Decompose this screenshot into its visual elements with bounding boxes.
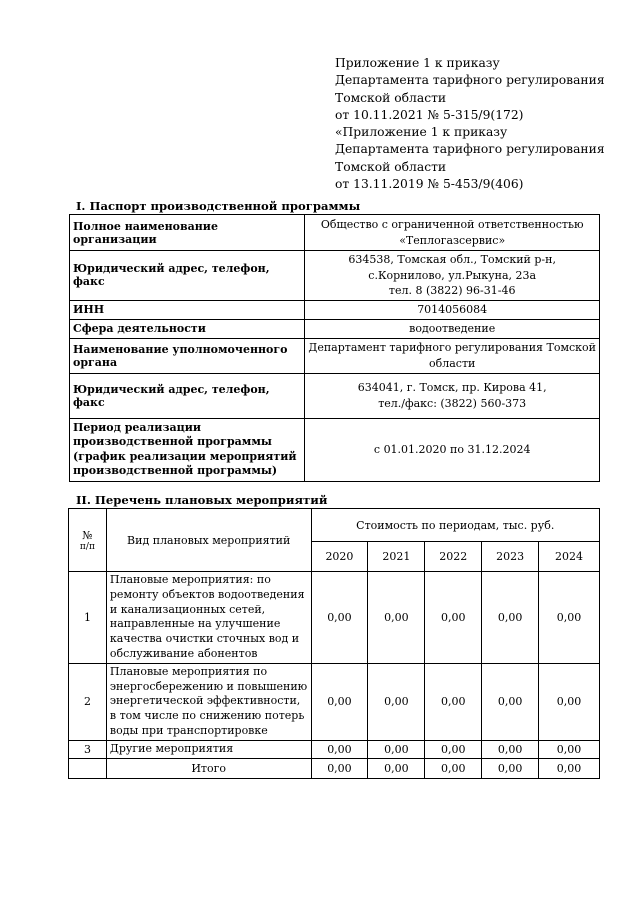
header-year: 2023 — [482, 542, 539, 572]
value-line: «Теплогазсервис» — [399, 233, 506, 247]
appendix-header — [335, 55, 635, 193]
header-row — [69, 509, 600, 542]
row-num: 1 — [69, 572, 107, 664]
row-value: 0,00 — [311, 740, 368, 758]
total-label: Итого — [106, 758, 311, 778]
plan-table — [68, 508, 600, 779]
row-value: 0,00 — [539, 572, 600, 664]
row-value: 0,00 — [425, 572, 482, 664]
table-row — [70, 215, 600, 251]
value-line: Общество с ограниченной ответственностью — [320, 218, 584, 231]
table-row — [69, 663, 600, 740]
header-num — [69, 509, 107, 572]
value-line: тел. 8 (3822) 96-31-46 — [388, 284, 516, 297]
value-line: 634041, г. Томск, пр. Кирова 41, — [357, 381, 547, 394]
section-2-title: II. Перечень плановых мероприятий — [76, 493, 328, 507]
total-value: 0,00 — [482, 758, 539, 778]
appendix-line: «Приложение 1 к приказу — [335, 125, 508, 140]
row-value — [305, 300, 600, 319]
row-activity: Другие мероприятия — [106, 740, 311, 758]
row-value: 0,00 — [482, 663, 539, 740]
row-label: Юридический адрес, телефон, факс — [70, 251, 305, 301]
header-num-symbol: № — [82, 528, 93, 542]
row-value: 0,00 — [482, 572, 539, 664]
passport-table — [69, 214, 600, 482]
row-num: 3 — [69, 740, 107, 758]
table-row — [70, 251, 600, 301]
row-value — [305, 319, 600, 338]
row-label: ИНН — [70, 300, 305, 319]
table-row — [70, 300, 600, 319]
row-value — [305, 251, 600, 301]
header-cost: Стоимость по периодам, тыс. руб. — [311, 509, 600, 542]
value-line: области — [429, 356, 476, 370]
row-value: 0,00 — [539, 740, 600, 758]
header-activity: Вид плановых мероприятий — [106, 509, 311, 572]
total-value: 0,00 — [311, 758, 368, 778]
row-label: Полное наименование организации — [70, 215, 305, 251]
row-activity: Плановые мероприятия по энергосбережению и повышению энергетической эффективности, в том числе по снижению потерь воды при транспортировке — [106, 663, 311, 740]
header-year: 2022 — [425, 542, 482, 572]
table-row — [70, 373, 600, 418]
total-value: 0,00 — [368, 758, 425, 778]
row-value: 0,00 — [368, 663, 425, 740]
appendix-line: от 13.11.2019 № 5-453/9(406) — [335, 177, 524, 192]
header-year: 2020 — [311, 542, 368, 572]
row-label: Юридический адрес, телефон, факс — [70, 373, 305, 418]
row-value — [305, 418, 600, 481]
total-empty-cell — [69, 758, 107, 778]
total-value: 0,00 — [425, 758, 482, 778]
row-value: 0,00 — [425, 663, 482, 740]
appendix-line: от 10.11.2021 № 5-315/9(172) — [335, 107, 524, 122]
value-line: с.Корнилово, ул.Рыкуна, 23а — [368, 268, 537, 282]
table-row — [70, 319, 600, 338]
row-value — [305, 215, 600, 251]
row-value: 0,00 — [482, 740, 539, 758]
appendix-line: Томской области — [335, 90, 447, 105]
value-line: 634538, Томская обл., Томский р-н, — [348, 253, 556, 266]
total-row — [69, 758, 600, 778]
table-row — [70, 418, 600, 481]
header-year: 2021 — [368, 542, 425, 572]
appendix-line: Томской области — [335, 159, 447, 174]
appendix-line: Департамента тарифного регулирования — [335, 73, 605, 88]
value-line: с 01.01.2020 по 31.12.2024 — [373, 442, 531, 456]
row-value — [305, 338, 600, 373]
row-value: 0,00 — [311, 572, 368, 664]
table-row — [69, 572, 600, 664]
row-label: Период реализации производственной программы (график реализации мероприятий производственной программы) — [70, 418, 305, 481]
row-value: 0,00 — [368, 572, 425, 664]
section-1-title: I. Паспорт производственной программы — [76, 199, 361, 213]
row-value — [305, 373, 600, 418]
row-label: Наименование уполномоченного органа — [70, 338, 305, 373]
row-activity: Плановые мероприятия: по ремонту объектов водоотведения и канализационных сетей, направленные на улучшение качества очистки сточных вод и обслуживание абонентов — [106, 572, 311, 664]
appendix-line: Департамента тарифного регулирования — [335, 142, 605, 157]
row-num: 2 — [69, 663, 107, 740]
value-line: тел./факс: (3822) 560-373 — [378, 396, 527, 410]
value-line: 7014056084 — [417, 302, 488, 316]
row-value: 0,00 — [425, 740, 482, 758]
header-num-sub: п/п — [79, 541, 95, 552]
row-value: 0,00 — [368, 740, 425, 758]
row-label: Сфера деятельности — [70, 319, 305, 338]
row-value: 0,00 — [311, 663, 368, 740]
table-row — [70, 338, 600, 373]
header-year: 2024 — [539, 542, 600, 572]
value-line: водоотведение — [409, 321, 496, 335]
total-value: 0,00 — [539, 758, 600, 778]
row-value: 0,00 — [539, 663, 600, 740]
appendix-line: Приложение 1 к приказу — [335, 56, 500, 70]
table-row — [69, 740, 600, 758]
value-line: Департамент тарифного регулирования Томской — [308, 341, 596, 354]
